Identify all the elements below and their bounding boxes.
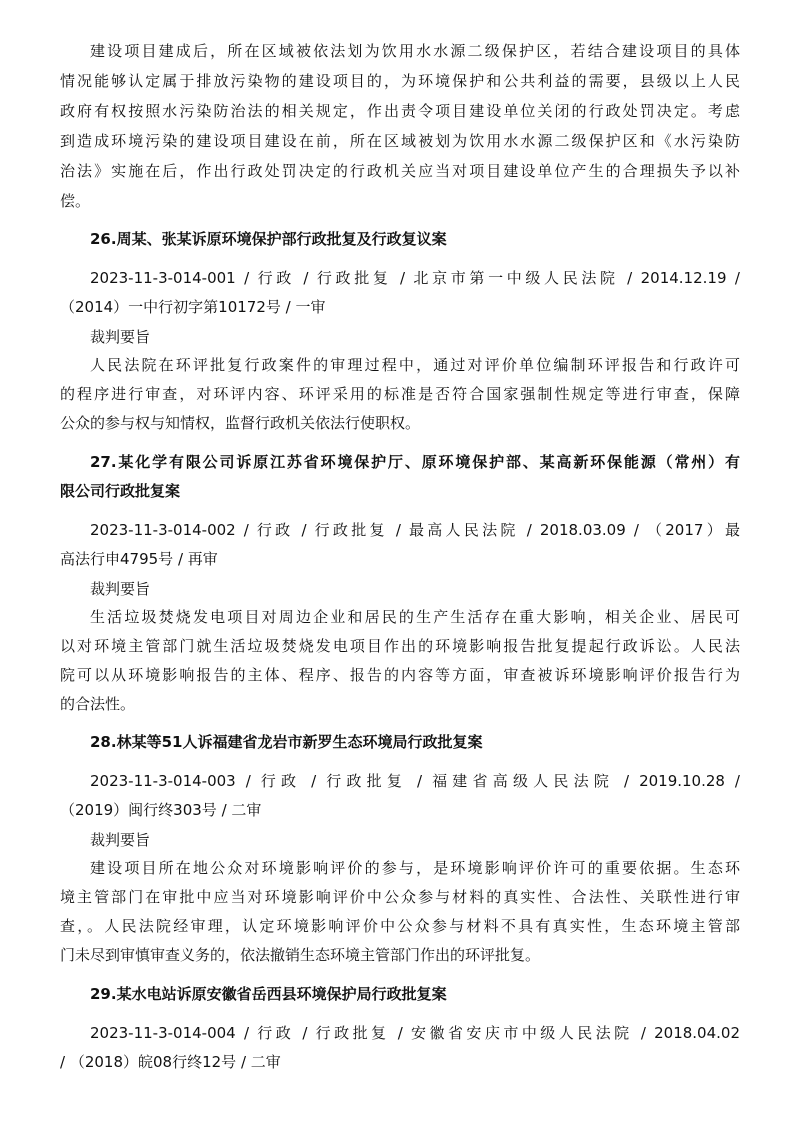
case-meta: / （2018）皖08行终12号 / 二审 (60, 1053, 281, 1071)
case-meta: 2023-11-3-014-003 / 行政 / 行政批复 / 福建省高级人民法院 / 2019.10.28 / (90, 772, 740, 790)
case-title: 26.周某、张某诉原环境保护部行政批复及行政复议案 (90, 230, 447, 248)
case-meta: 2023-11-3-014-004 / 行政 / 行政批复 / 安徽省安庆市中级人民法院 / 2018.04.02 (90, 1024, 740, 1042)
case-meta: 2023-11-3-014-001 / 行政 / 行政批复 / 北京市第一中级人民法院 / 2014.12.19 / (90, 269, 740, 287)
case-meta: 2023-11-3-014-002 / 行政 / 行政批复 / 最高人民法院 / 2018.03.09 / （2017）最 (90, 521, 740, 539)
intro-line: 到造成环境污染的建设项目建设在前，所在区域被划为饮用水水源二级保护区和《水污染防 (60, 132, 740, 150)
intro-line: 建设项目建成后，所在区域被依法划为饮用水水源二级保护区，若结合建设项目的具体 (90, 42, 740, 60)
gist-line: 人民法院在环评批复行政案件的审理过程中，通过对评价单位编制环评报告和行政许可 (90, 356, 740, 374)
case-meta: （2019）闽行终303号 / 二审 (60, 801, 262, 819)
intro-line: 政府有权按照水污染防治法的相关规定，作出责令项目建设单位关闭的行政处罚决定。考虑 (60, 102, 740, 120)
gist-line: 的程序进行审查，对环评内容、环评采用的标准是否符合国家强制性规定等进行审查，保障 (60, 385, 740, 403)
gist-line: 门未尽到审慎审查义务的，依法撤销生态环境主管部门作出的环评批复。 (60, 946, 541, 964)
case-meta: （2014）一中行初字第10172号 / 一审 (60, 298, 326, 316)
gist-line: 境主管部门在审批中应当对环境影响评价中公众参与材料的真实性、合法性、关联性进行审 (60, 888, 740, 906)
gist-line: 建设项目所在地公众对环境影响评价的参与，是环境影响评价许可的重要依据。生态环 (90, 859, 740, 877)
gist-line: 院可以从环境影响报告的主体、程序、报告的内容等方面，审查被诉环境影响评价报告行为 (60, 666, 740, 684)
gist-line: 以对环境主管部门就生活垃圾焚烧发电项目作出的环境影响报告批复提起行政诉讼。人民法 (60, 637, 740, 655)
case-title: 29.某水电站诉原安徽省岳西县环境保护局行政批复案 (90, 985, 447, 1003)
gist-line: 的合法性。 (60, 695, 136, 713)
gist-line: 查，。人民法院经审理，认定环境影响评价中公众参与材料不具有真实性，生态环境主管部 (60, 917, 740, 935)
intro-line: 偿。 (60, 192, 91, 210)
case-title: 28.林某等51人诉福建省龙岩市新罗生态环境局行政批复案 (90, 733, 483, 751)
gist-label: 裁判要旨 (90, 328, 151, 346)
gist-label: 裁判要旨 (90, 831, 151, 849)
gist-line: 生活垃圾焚烧发电项目对周边企业和居民的生产生活存在重大影响，相关企业、居民可 (90, 608, 740, 626)
gist-line: 公众的参与权与知情权，监督行政机关依法行使职权。 (60, 414, 421, 432)
intro-line: 情况能够认定属于排放污染物的建设项目的，为环境保护和公共利益的需要，县级以上人民 (60, 72, 740, 90)
case-title: 27.某化学有限公司诉原江苏省环境保护厅、原环境保护部、某高新环保能源（常州）有 (90, 453, 740, 471)
case-meta: 高法行申4795号 / 再审 (60, 550, 218, 568)
case-title: 限公司行政批复案 (60, 482, 181, 500)
gist-label: 裁判要旨 (90, 580, 151, 598)
intro-line: 治法》实施在后，作出行政处罚决定的行政机关应当对项目建设单位产生的合理损失予以补 (60, 162, 740, 180)
